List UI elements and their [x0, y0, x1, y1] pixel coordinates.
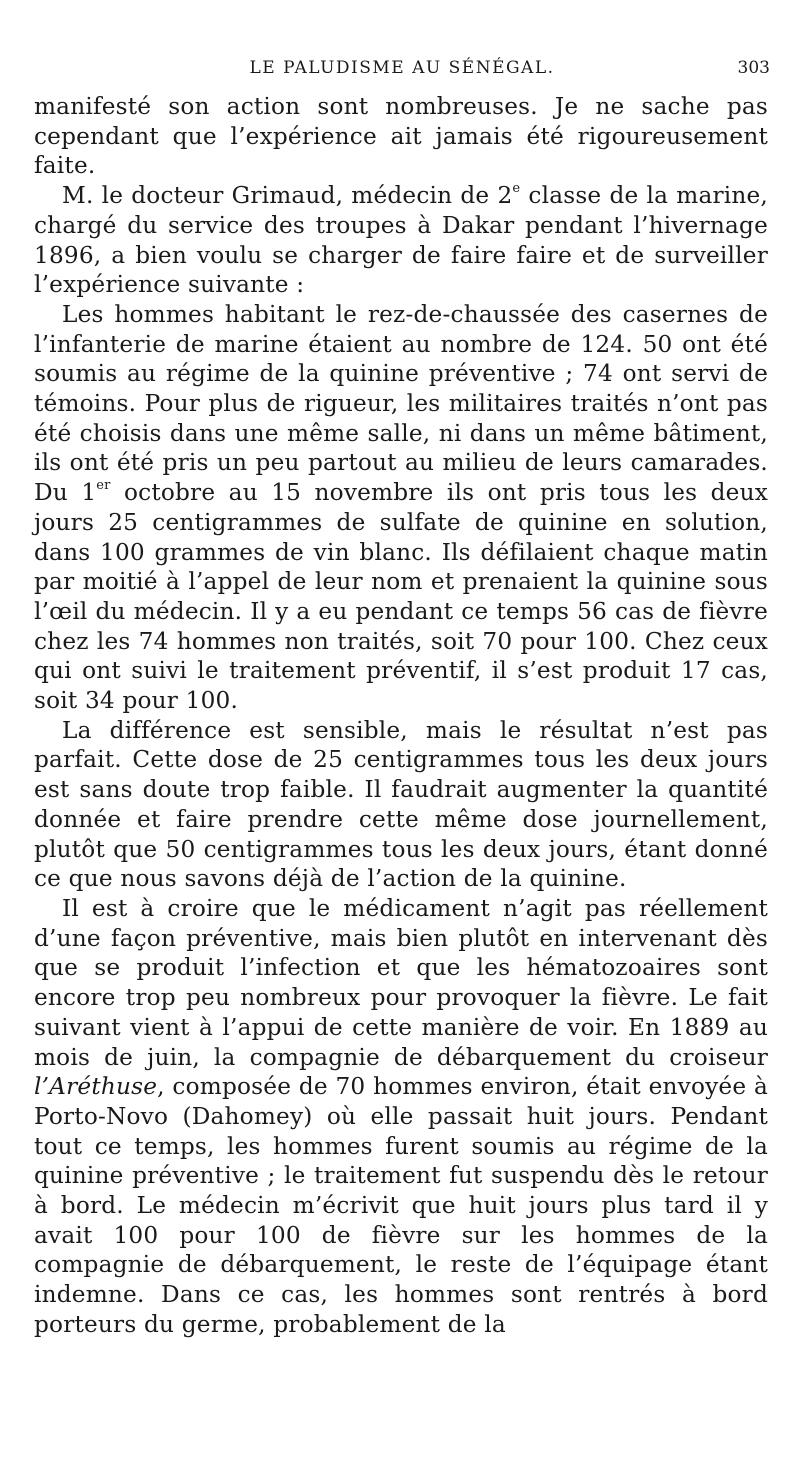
ship-name: l’Aréthuse — [34, 1073, 158, 1101]
paragraph-5 — [34, 894, 768, 1340]
ordinal-superscript: er — [96, 478, 111, 494]
paragraph-5-text-b: , composée de 70 hommes environ, était envoyée à Porto-Novo (Dahomey) où elle passait huit jours. Pendant tout ce temps, les hommes furent soumis au régime de la quinine préventive ; le traitement fut suspendu dès le retour à bord. Le médecin m’écrivit que huit jours plus tard il y avait 100 pour 100 de fièvre sur les hommes de la compagnie de débarquement, le reste de l’équipage étant indemne. Dans ce cas, les hommes sont rentrés à bord porteurs du germe, probablement de la — [34, 1073, 768, 1338]
page-header — [34, 58, 770, 88]
ordinal-superscript: e — [512, 181, 521, 197]
paragraph-1 — [34, 92, 768, 181]
paragraph-2 — [34, 181, 768, 300]
paragraph-1-text: manifesté son action sont nombreuses. Je ne sache pas cependant que l’expérience ait jamais été rigoureusement faite. — [34, 93, 768, 180]
paragraph-2-text-b: classe de la marine, chargé du service des troupes à Dakar pendant l’hivernage 1896, a bien voulu se charger de faire faire et de surveiller l’expérience suivante : — [34, 182, 768, 299]
running-title: LE PALUDISME AU SÉNÉGAL. — [249, 58, 555, 78]
paragraph-3-text-a: Les hommes habitant le rez-de-chaussée des casernes de l’infanterie de marine étaient au nombre de 124. 50 ont été soumis au régime de la quinine préventive ; 74 ont servi de témoins. Pour plus de rigueur, les militaires traités n’ont pas été choisis dans une même salle, ni dans un même bâtiment, ils ont été pris un peu partout au milieu de leurs camarades. Du 1 — [34, 300, 768, 507]
paragraph-4-text: La différence est sensible, mais le résultat n’est pas parfait. Cette dose de 25 centigrammes tous les deux jours est sans doute trop faible. Il faudrait augmenter la quantité donnée et faire prendre cette même dose journellement, plutôt que 50 centigrammes tous les deux jours, étant donné ce que nous savons déjà de l’action de la quinine. — [34, 716, 768, 893]
body-text — [34, 92, 768, 1340]
paragraph-2-text-a: M. le docteur Grimaud, médecin de 2 — [62, 182, 513, 210]
paragraph-4 — [34, 716, 768, 894]
paragraph-3-text-b: octobre au 15 novembre ils ont pris tous les deux jours 25 centigrammes de sulfate de quinine en solution, dans 100 grammes de vin blanc. Ils défilaient chaque matin par moitié à l’appel de leur nom et prenaient la quinine sous l’œil du médecin. Il y a eu pendant ce temps 56 cas de fièvre chez les 74 hommes non traités, soit 70 pour 100. Chez ceux qui ont suivi le traitement préventif, il s’est produit 17 cas, soit 34 pour 100. — [34, 479, 768, 715]
paragraph-3 — [34, 300, 768, 716]
paragraph-5-text-a: Il est à croire que le médicament n’agit pas réellement d’une façon préventive, mais bien plutôt en intervenant dès que se produit l’infection et que les hématozoaires sont encore trop peu nombreux pour provoquer la fièvre. Le fait suivant vient à l’appui de cette manière de voir. En 1889 au mois de juin, la compagnie de débarquement du croiseur — [34, 894, 768, 1071]
page-number: 303 — [737, 58, 770, 78]
